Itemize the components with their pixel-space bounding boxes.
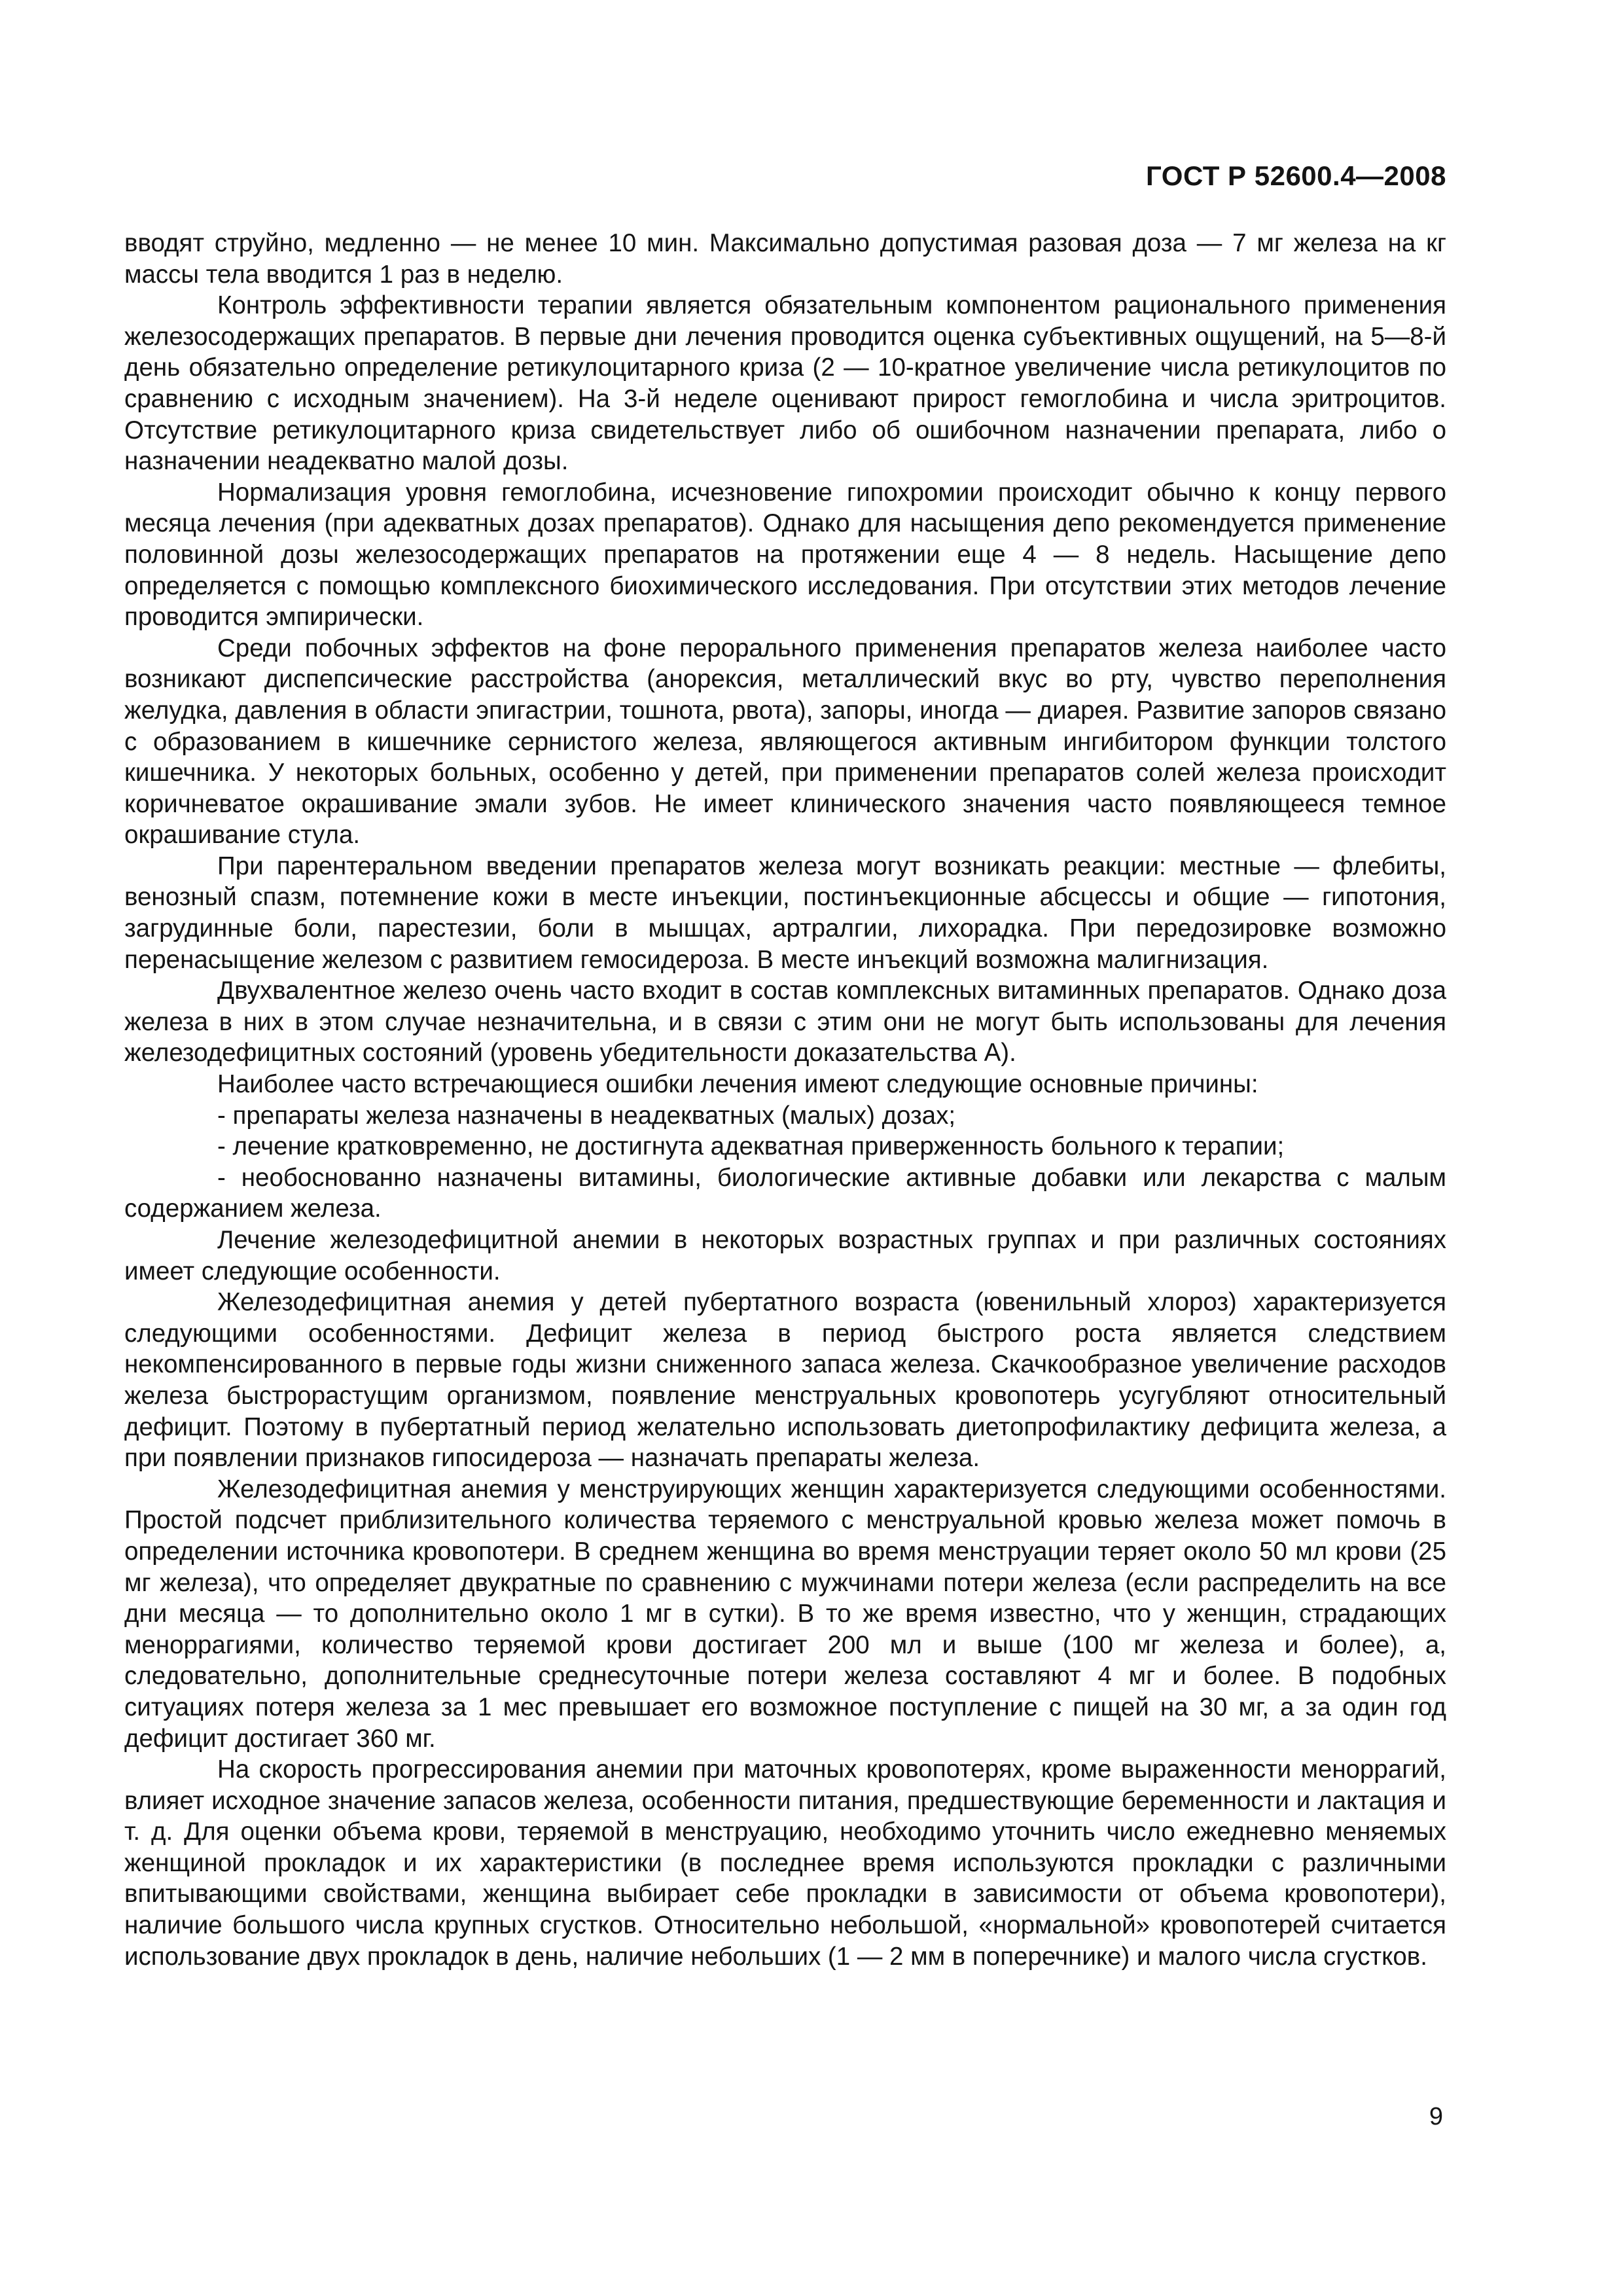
page-number: 9 [1429, 2103, 1443, 2130]
paragraph: Железодефицитная анемия у детей пубертатного возраста (ювенильный хлороз) характеризуется следующими особенностями. Дефицит железа в период быстрого роста является следствием некомпенсированного в первые годы жизни сниженного запаса железа. Скачкообразное увеличение расходов железа быстрорастущим организмом, появление менструальных кровопотерь усугубляют относительный дефицит. Поэтому в пубертатный период желательно использовать диетопрофилактику дефицита железа, а при появлении признаков гипосидероза — назначать препараты железа. [124, 1288, 1446, 1473]
paragraph: Железодефицитная анемия у менструирующих женщин характеризуется следующими особенностями. Простой подсчет приблизительного количества теряемого с менструальной кровью железа может помочь в определении источника кровопотери. В среднем женщина во время менструации теряет около 50 мл крови (25 мг железа), что определяет двукратные по сравнению с мужчинами потери железа (если распределить на все дни месяца — то дополнительно около 1 мг в сутки). В то же время известно, что у женщин, страдающих меноррагиями, количество теряемой крови достигает 200 мл и выше (100 мг железа и более), а, следовательно, дополнительные среднесуточные потери железа составляют 4 мг и более. В подобных ситуациях потеря железа за 1 мес превышает его возможное поступление с пищей на 30 мг, а за один год дефицит достигает 360 мг. [124, 1475, 1446, 1753]
list-item: - препараты железа назначены в неадекватных (малых) дозах; [217, 1101, 956, 1130]
paragraph: При парентеральном введении препаратов железа могут возникать реакции: местные — флебиты, венозный спазм, потемнение кожи в месте инъекции, постинъекционные абсцессы и общие — гипотония, загрудинные боли, парестезии, боли в мышцах, артралгии, лихорадка. При передозировке возможно перенасыщение железом с развитием гемосидероза. В месте инъекций возможна малигнизация. [124, 852, 1446, 974]
paragraph: Среди побочных эффектов на фоне перорального применения препаратов железа наиболее часто возникают диспепсические расстройства (анорексия, металлический вкус во рту, чувство переполнения желудка, давления в области эпигастрии, тошнота, рвота), запоры, иногда — диарея. Развитие запоров связано с образованием в кишечнике сернистого железа, являющегося активным ингибитором функции толстого кишечника. У некоторых больных, особенно у детей, при применении препаратов солей железа происходит коричневатое окрашивание эмали зубов. Не имеет клинического значения часто появляющееся темное окрашивание стула. [124, 634, 1446, 850]
paragraph: Двухвалентное железо очень часто входит в состав комплексных витаминных препаратов. Однако доза железа в них в этом случае незначительна, и в связи с этим они не могут быть использованы для лечения железодефицитных состояний (уровень убедительности доказательства А). [124, 977, 1446, 1067]
body-text [124, 228, 1446, 1972]
standard-header: ГОСТ Р 52600.4—2008 [1146, 160, 1446, 191]
paragraph-continuation: вводят струйно, медленно — не менее 10 мин. Максимально допустимая разовая доза — 7 мг железа на кг массы тела вводится 1 раз в неделю. [124, 229, 1446, 289]
paragraph: Наиболее часто встречающиеся ошибки лечения имеют следующие основные причины: [217, 1070, 1258, 1099]
list-item: - необоснованно назначены витамины, биологические активные добавки или лекарства с малым содержанием железа. [124, 1163, 1446, 1223]
list-item: - лечение кратковременно, не достигнута адекватная приверженность больного к терапии; [217, 1132, 1285, 1161]
paragraph: Контроль эффективности терапии является обязательным компонентом рационального применения железосодержащих препаратов. В первые дни лечения проводится оценка субъективных ощущений, на 5—8-й день обязательно определение ретикулоцитарного криза (2 — 10-кратное увеличение числа ретикулоцитов по сравнению с исходным значением). На 3-й неделе оценивают прирост гемоглобина и числа эритроцитов. Отсутствие ретикулоцитарного криза свидетельствует либо об ошибочном назначении препарата, либо о назначении неадекватно малой дозы. [124, 291, 1446, 476]
paragraph: На скорость прогрессирования анемии при маточных кровопотерях, кроме выраженности меноррагий, влияет исходное значение запасов железа, особенности питания, предшествующие беременности и лактация и т. д. Для оценки объема крови, теряемой в менструацию, необходимо уточнить число ежедневно меняемых женщиной прокладок и их характеристики (в последнее время используются прокладки с различными впитывающими свойствами, женщина выбирает себе прокладки в зависимости от объема кровопотери), наличие большого числа крупных сгустков. Относительно небольшой, «нормальной» кровопотерей считается использование двух прокладок в день, наличие небольших (1 — 2 мм в поперечнике) и малого числа сгустков. [124, 1755, 1446, 1971]
paragraph: Лечение железодефицитной анемии в некоторых возрастных группах и при различных состояниях имеет следующие особенности. [124, 1226, 1446, 1285]
paragraph: Нормализация уровня гемоглобина, исчезновение гипохромии происходит обычно к концу первого месяца лечения (при адекватных дозах препаратов). Однако для насыщения депо рекомендуется применение половинной дозы железосодержащих препаратов на протяжении еще 4 — 8 недель. Насыщение депо определяется с помощью комплексного биохимического исследования. При отсутствии этих методов лечение проводится эмпирически. [124, 478, 1446, 632]
